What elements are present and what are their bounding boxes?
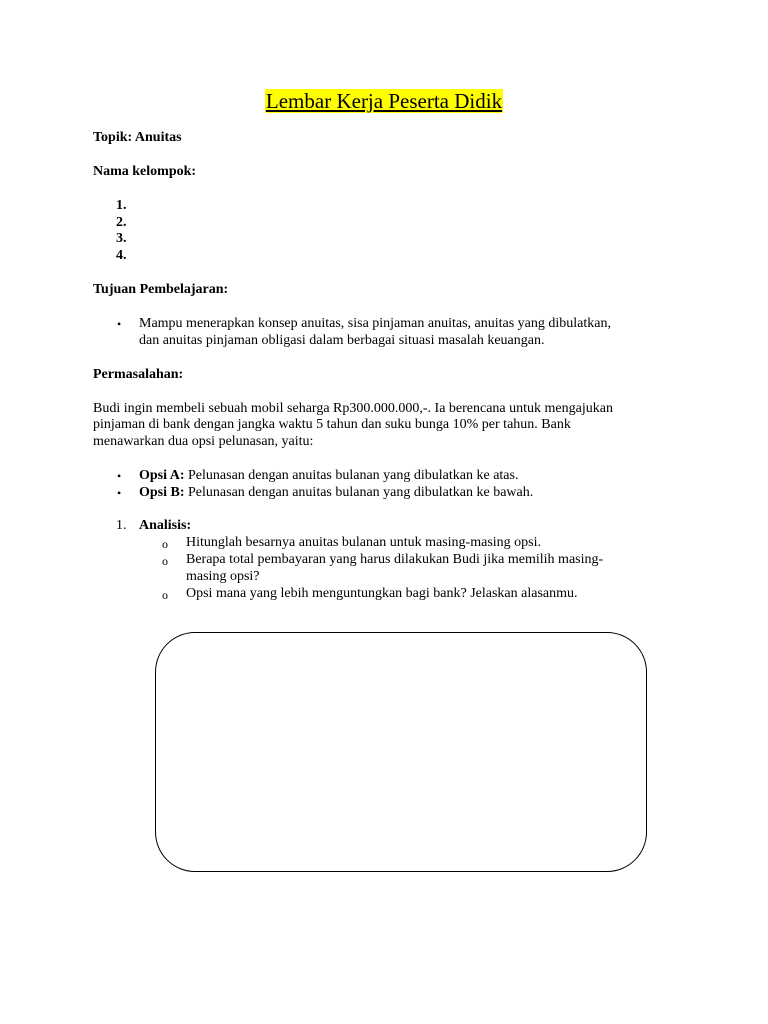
group-number: 1. [116,198,127,213]
bullet-icon: • [117,469,122,483]
analysis-number: 1. [116,518,127,533]
title-container [0,88,768,114]
answer-box[interactable] [155,632,647,872]
circle-bullet-icon: o [162,554,168,568]
group-label: Nama kelompok: [93,164,197,179]
analysis-item-continuation: masing opsi? [186,569,260,584]
bullet-icon: • [117,317,122,331]
problem-line: menawarkan dua opsi pelunasan, yaitu: [93,434,314,449]
problem-line: pinjaman di bank dengan jangka waktu 5 tahun dan suku bunga 10% per tahun. Bank [93,417,571,432]
objective-line: Mampu menerapkan konsep anuitas, sisa pinjaman anuitas, anuitas yang dibulatkan, [139,316,611,331]
circle-bullet-icon: o [162,537,168,551]
option-item [139,485,533,502]
option-text: Pelunasan dengan anuitas bulanan yang dibulatkan ke bawah. [184,485,534,500]
analysis-item: Berapa total pembayaran yang harus dilakukan Budi jika memilih masing- [186,552,604,567]
analysis-item: Hitunglah besarnya anuitas bulanan untuk masing-masing opsi. [186,535,541,550]
group-number: 3. [116,231,127,246]
circle-bullet-icon: o [162,588,168,602]
page-title: Lembar Kerja Peserta Didik [265,89,503,113]
option-label: Opsi B: [139,485,185,500]
analysis-heading: Analisis: [139,518,192,533]
analysis-item: Opsi mana yang lebih menguntungkan bagi bank? Jelaskan alasanmu. [186,586,578,601]
option-text: Pelunasan dengan anuitas bulanan yang dibulatkan ke atas. [184,468,519,483]
problem-line: Budi ingin membeli sebuah mobil seharga Rp300.000.000,-. Ia berencana untuk mengajukan [93,401,613,416]
option-item [139,468,518,485]
group-number: 4. [116,248,127,263]
topic-label: Topik: Anuitas [93,130,182,145]
option-label: Opsi A: [139,468,185,483]
objectives-heading: Tujuan Pembelajaran: [93,282,229,297]
bullet-icon: • [117,486,122,500]
problem-heading: Permasalahan: [93,367,184,382]
objective-line: dan anuitas pinjaman obligasi dalam berbagai situasi masalah keuangan. [139,333,545,348]
group-number: 2. [116,215,127,230]
